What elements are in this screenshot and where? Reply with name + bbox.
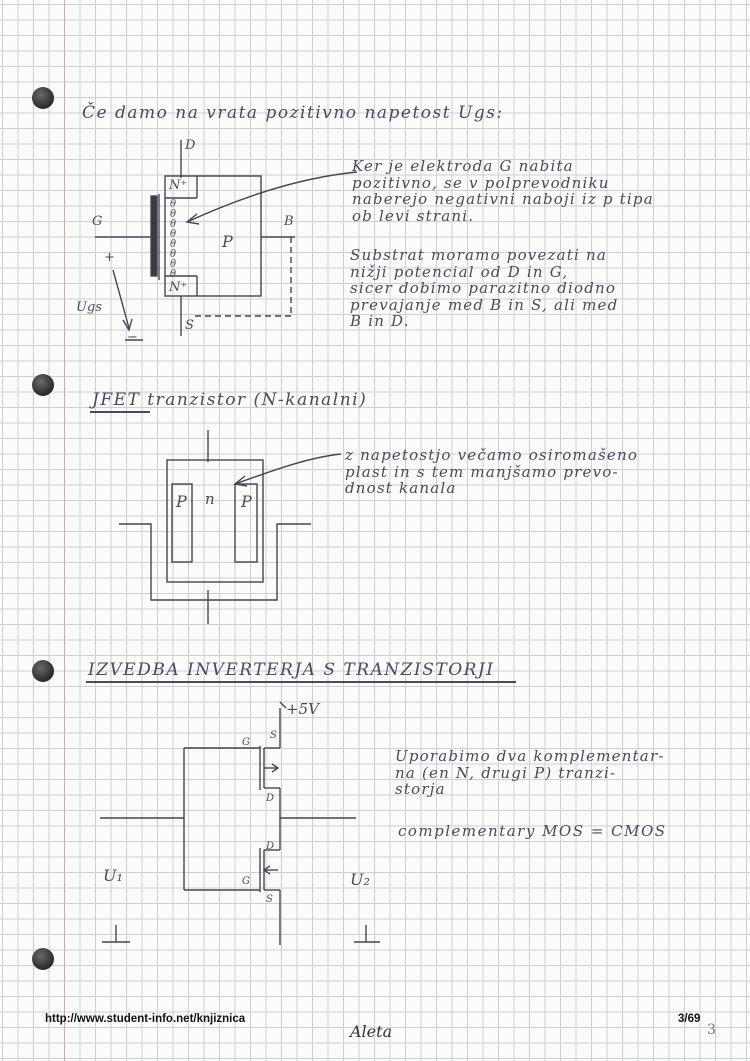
p-right-label: P (241, 492, 252, 511)
binder-hole (32, 948, 54, 970)
note-line: storja (395, 780, 446, 798)
vdd-label: +5V (286, 700, 319, 718)
p-substrate-label: P (222, 232, 233, 251)
note-pointer-arrow (225, 450, 345, 490)
electrons-label: θ θ θ θ θ θ θ θ (170, 199, 177, 280)
note-line: prevajanje med B in S, ali med (350, 295, 619, 314)
section1-note2 (350, 247, 618, 330)
binder-hole (32, 87, 54, 109)
corner-page-number: 3 (707, 1022, 716, 1038)
minus-label: − (127, 330, 138, 345)
cmos-inverter-diagram (100, 700, 360, 960)
gate-label: G (92, 214, 103, 229)
drain-label: D (185, 138, 196, 153)
footer-url: http://www.student-info.net/knjiznica (45, 1013, 246, 1025)
n-channel-label: n (205, 490, 215, 508)
section2-note (345, 447, 638, 497)
note-line: z napetostjo večamo osiromašeno (345, 446, 639, 464)
note-line: ob levi strani. (352, 206, 475, 225)
page-number: 3/69 (678, 1013, 701, 1025)
ugs-arrow (113, 270, 129, 328)
source-label: S (185, 318, 194, 333)
n-plus-top-label: N⁺ (169, 178, 188, 193)
binder-hole (32, 374, 54, 396)
drain-bottom-label: D (266, 841, 275, 852)
gate-bottom-label: G (242, 876, 250, 887)
note-pointer-arrow (175, 170, 365, 240)
plus-label: + (104, 250, 115, 265)
section1-heading: Če damo na vrata pozitivno napetost Ugs: (82, 103, 504, 123)
source-bottom-label: S (266, 894, 273, 905)
note-line: dnost kanala (345, 479, 457, 497)
section3-note (395, 748, 665, 798)
heading-underline (90, 411, 150, 413)
note-line: naberejo negativni naboji iz p tipa (352, 190, 654, 208)
note-line: Ker je elektroda G nabita (352, 157, 574, 175)
input-u1-label: U₁ (103, 866, 123, 885)
note-line: plast in s tem manjšamo prevo- (345, 462, 619, 481)
source-top-label: S (270, 730, 277, 741)
note-line: pozitivno, se v polprevodniku (352, 173, 610, 192)
binder-hole (32, 660, 54, 682)
cmos-formula: complementary MOS = CMOS (398, 822, 667, 840)
note-line: sicer dobimo parazitno diodno (350, 279, 617, 297)
gate-top-label: G (242, 737, 250, 748)
note-line: na (en N, drugi P) tranzi- (395, 763, 617, 782)
note-line: Substrat moramo povezati na (350, 246, 607, 264)
section1-note1 (352, 158, 654, 224)
output-u2-label: U₂ (350, 870, 370, 889)
section2-heading: JFET tranzistor (N-kanalni) (92, 390, 368, 410)
output-ground-symbol (350, 925, 390, 955)
aleta-logo: Aleta (350, 1022, 393, 1041)
note-line: nižji potencial od D in G, (350, 262, 569, 281)
page-margin-line (64, 0, 65, 1061)
drain-top-label: D (266, 793, 275, 804)
note-line: Uporabimo dva komplementar- (395, 747, 665, 765)
gate-electrode (151, 196, 157, 276)
p-left-label: P (176, 492, 187, 511)
heading-underline (86, 681, 516, 683)
note-line: B in D. (350, 312, 410, 330)
bulk-label: B (284, 214, 294, 229)
ugs-label: Ugs (76, 300, 102, 315)
section3-heading: IZVEDBA INVERTERJA S TRANZISTORJI (88, 660, 495, 680)
n-plus-bottom-label: N⁺ (169, 280, 188, 295)
